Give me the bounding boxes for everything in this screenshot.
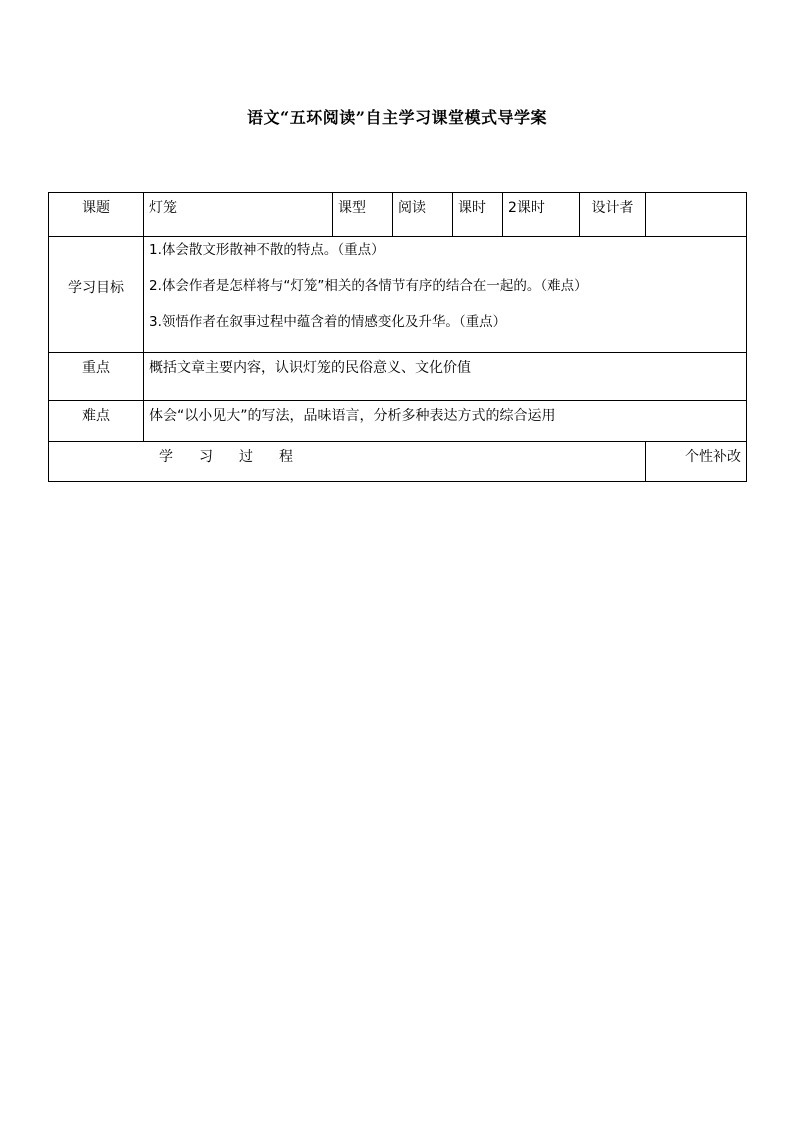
process-char: 习 — [199, 449, 213, 465]
goals-label: 学习目标 — [49, 237, 144, 353]
document-title: 语文“五环阅读”自主学习课堂模式导学案 — [247, 108, 547, 127]
topic-value: 灯笼 — [144, 193, 333, 237]
note-label: 个性补改 — [646, 442, 747, 482]
difficulty-label: 难点 — [49, 401, 144, 442]
period-label: 课时 — [453, 193, 503, 237]
header-row — [49, 193, 747, 237]
goal-item: 1.体会散文形散神不散的特点。（重点） — [149, 242, 385, 258]
period-value: 2课时 — [503, 193, 580, 237]
goal-item: 3.领悟作者在叙事过程中蕴含着的情感变化及升华。（重点） — [149, 314, 507, 330]
lesson-plan-table — [48, 192, 747, 482]
topic-label: 课题 — [49, 193, 144, 237]
difficulty-value: 体会“以小见大”的写法，品味语言，分析多种表达方式的综合运用 — [144, 401, 747, 442]
type-label: 课型 — [333, 193, 393, 237]
process-row — [49, 442, 747, 482]
goals-list — [144, 237, 747, 353]
key-point-value: 概括文章主要内容，认识灯笼的民俗意义、文化价值 — [144, 353, 747, 401]
process-heading — [49, 442, 646, 482]
key-point-row — [49, 353, 747, 401]
key-point-label: 重点 — [49, 353, 144, 401]
type-value: 阅读 — [393, 193, 453, 237]
goals-row — [49, 237, 747, 353]
process-char: 学 — [159, 449, 173, 465]
difficulty-row — [49, 401, 747, 442]
designer-value — [646, 193, 747, 237]
designer-label: 设计者 — [580, 193, 646, 237]
process-char: 过 — [239, 449, 253, 465]
process-char: 程 — [279, 449, 293, 465]
goal-item: 2.体会作者是怎样将与“灯笼”相关的各情节有序的结合在一起的。（难点） — [149, 278, 588, 294]
